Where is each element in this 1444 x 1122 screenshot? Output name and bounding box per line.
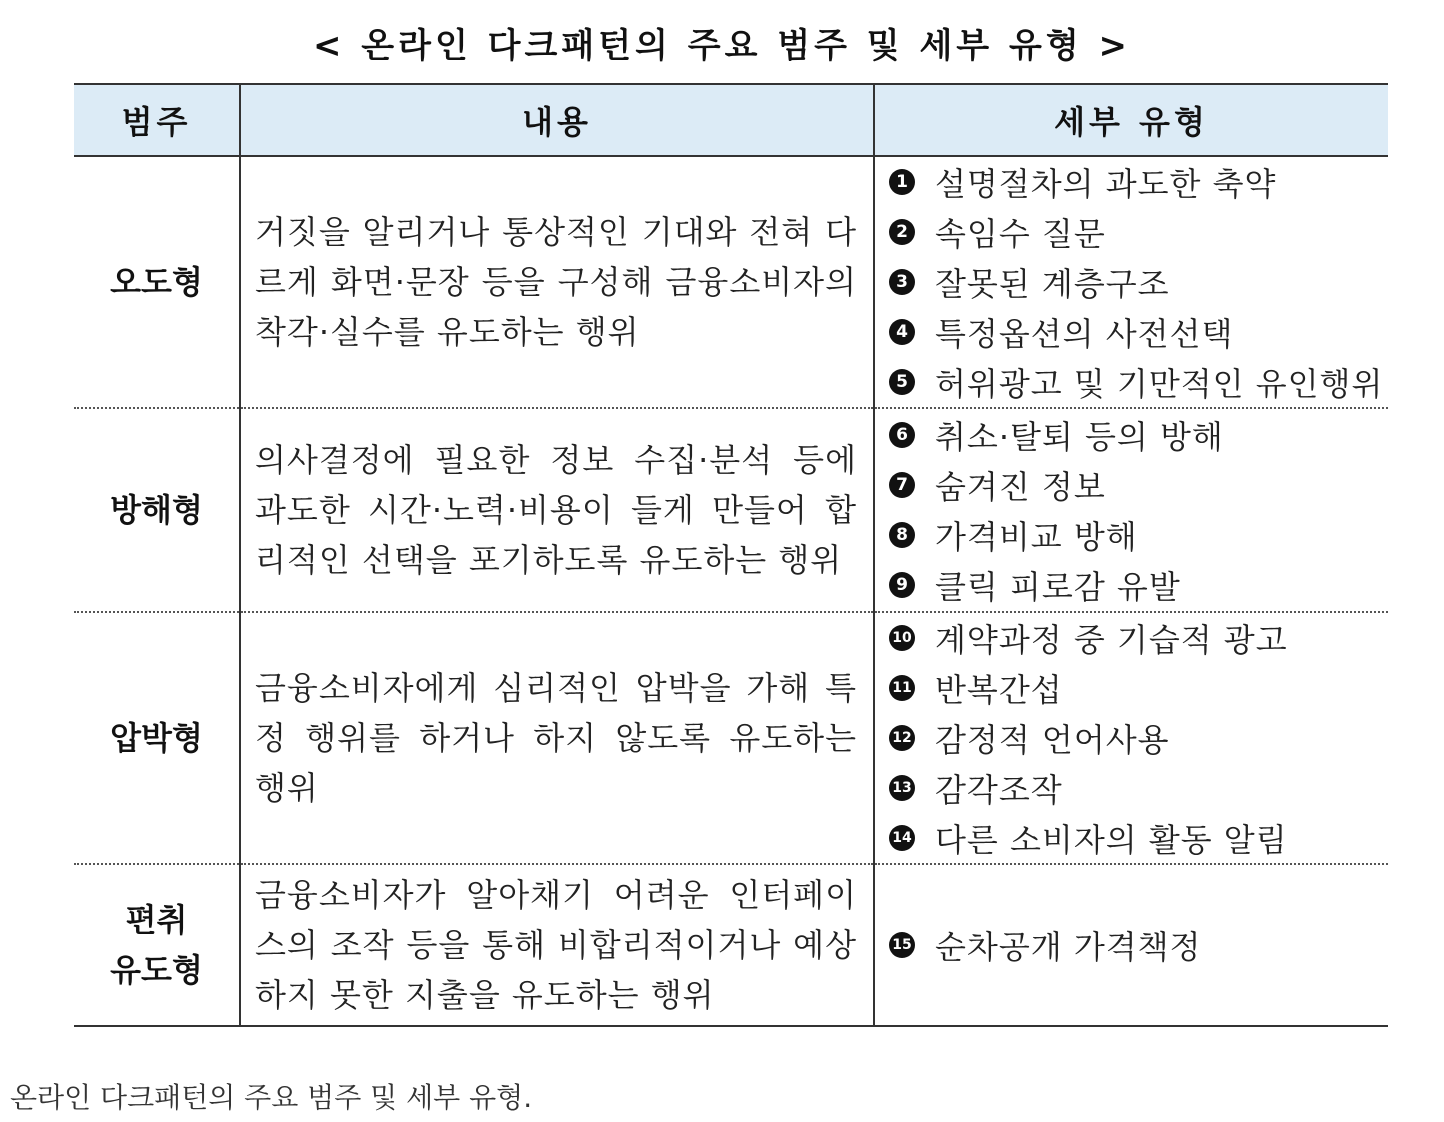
type-label: 반복간섭 [935, 671, 1063, 709]
circled-number: 4 [889, 319, 915, 345]
category-cell [74, 156, 240, 408]
content-text: 거짓을 알리거나 통상적인 기대와 전혀 다르게 화면·문장 등을 구성해 금융소비자의 착각·실수를 유도하는 행위 [255, 213, 857, 351]
type-label: 허위광고 및 기만적인 유인행위 [935, 365, 1384, 403]
category-cell [74, 864, 240, 1026]
type-list [889, 613, 1388, 863]
table-row [74, 612, 1388, 864]
type-label: 순차공개 가격책정 [935, 928, 1202, 966]
circled-number: 5 [889, 369, 915, 395]
type-label: 감정적 언어사용 [935, 721, 1170, 759]
content-text: 의사결정에 필요한 정보 수집·분석 등에 과도한 시간·노력·비용이 들게 만들어 합리적인 선택을 포기하도록 유도하는 행위 [255, 441, 857, 579]
type-item [889, 157, 1388, 207]
table-row [74, 408, 1388, 612]
circled-number: 1 [889, 169, 915, 195]
type-label: 클릭 피로감 유발 [935, 568, 1181, 606]
circled-number: 8 [889, 522, 915, 548]
type-item [889, 560, 1388, 610]
category-cell [74, 612, 240, 864]
type-item [889, 920, 1388, 970]
header-category: 범주 [74, 84, 240, 156]
type-item [889, 713, 1388, 763]
content-text: 금융소비자가 알아채기 어려운 인터페이스의 조작 등을 통해 비합리적이거나 예상하지 못한 지출을 유도하는 행위 [255, 876, 857, 1014]
circled-number: 14 [889, 825, 915, 851]
type-label: 속임수 질문 [935, 215, 1106, 253]
type-label: 잘못된 계층구조 [935, 265, 1170, 303]
type-item [889, 460, 1388, 510]
type-label: 감각조작 [935, 771, 1063, 809]
type-list [889, 410, 1388, 610]
type-label: 숨겨진 정보 [935, 468, 1106, 506]
circled-number: 3 [889, 269, 915, 295]
circled-number: 13 [889, 775, 915, 801]
type-label: 설명절차의 과도한 축약 [935, 165, 1277, 203]
type-item [889, 613, 1388, 663]
type-list [889, 157, 1388, 407]
circled-number: 9 [889, 572, 915, 598]
type-item [889, 813, 1388, 863]
circled-number: 2 [889, 219, 915, 245]
type-item [889, 663, 1388, 713]
circled-number: 10 [889, 625, 915, 651]
category-cell [74, 408, 240, 612]
content-cell [240, 408, 874, 612]
category-label: 오도형 [110, 263, 203, 301]
type-item [889, 763, 1388, 813]
types-cell [874, 864, 1388, 1026]
type-label: 가격비교 방해 [935, 518, 1138, 556]
table-row [74, 864, 1388, 1026]
circled-number: 6 [889, 422, 915, 448]
category-label: 편취 [125, 901, 188, 939]
types-cell [874, 612, 1388, 864]
type-item [889, 510, 1388, 560]
types-cell [874, 408, 1388, 612]
header-types: 세부 유형 [874, 84, 1388, 156]
content-cell [240, 612, 874, 864]
content-text: 금융소비자에게 심리적인 압박을 가해 특정 행위를 하거나 하지 않도록 유도하는 행위 [255, 669, 857, 807]
type-item [889, 410, 1388, 460]
table-row [74, 156, 1388, 408]
type-list [889, 920, 1388, 970]
category-label: 방해형 [110, 491, 203, 529]
content-cell [240, 864, 874, 1026]
type-item [889, 307, 1388, 357]
type-label: 다른 소비자의 활동 알림 [935, 821, 1288, 859]
dark-pattern-table [74, 83, 1388, 1027]
category-label: 압박형 [110, 719, 203, 757]
table-header-row [74, 84, 1388, 156]
table-title: < 온라인 다크패턴의 주요 범주 및 세부 유형 > [312, 26, 1132, 66]
category-label: 유도형 [110, 951, 203, 989]
circled-number: 11 [889, 675, 915, 701]
header-content: 내용 [240, 84, 874, 156]
circled-number: 7 [889, 472, 915, 498]
type-label: 계약과정 중 기습적 광고 [935, 621, 1288, 659]
type-label: 특정옵션의 사전선택 [935, 315, 1234, 353]
circled-number: 12 [889, 725, 915, 751]
type-item [889, 357, 1388, 407]
content-cell [240, 156, 874, 408]
circled-number: 15 [889, 932, 915, 958]
type-item [889, 207, 1388, 257]
types-cell [874, 156, 1388, 408]
type-item [889, 257, 1388, 307]
image-caption: 온라인 다크패턴의 주요 범주 및 세부 유형. [10, 1081, 533, 1114]
type-label: 취소·탈퇴 등의 방해 [935, 418, 1224, 456]
